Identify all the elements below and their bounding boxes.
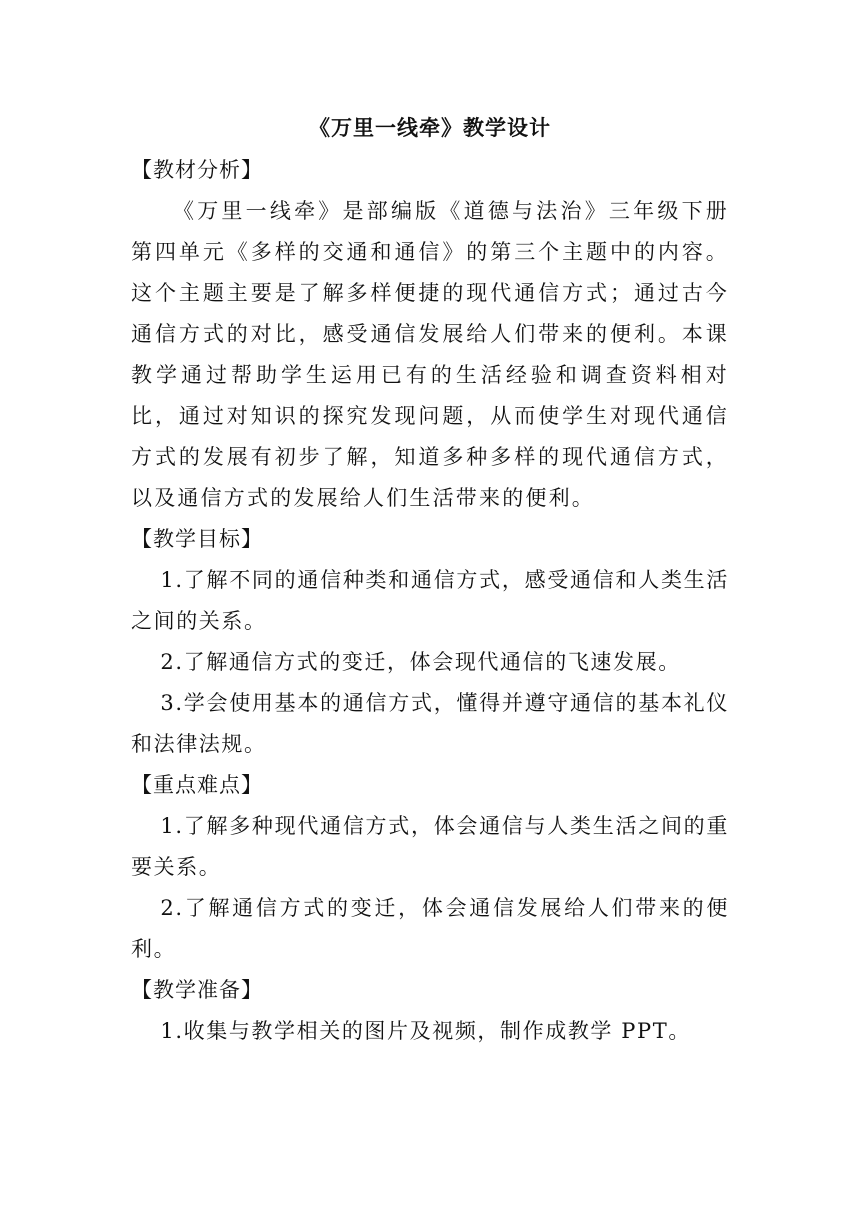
section-heading-preparation: 【教学准备】 [131,978,263,1002]
document-body [131,112,729,1052]
teaching-goal-item: 3.学会使用基本的通信方式，懂得并遵守通信的基本礼仪和法律法规。 [131,691,729,756]
textbook-analysis-paragraph: 《万里一线牵》是部编版《道德与法治》三年级下册第四单元《多样的交通和通信》的第三个主题中的内容。这个主题主要是了解多样便捷的现代通信方式；通过古今通信方式的对比，感受通信发展给人们带来的便利。本课教学通过帮助学生运用已有的生活经验和调查资料相对比，通过对知识的探究发现问题，从而使学生对现代通信方式的发展有初步了解，知道多种多样的现代通信方式，以及通信方式的发展给人们生活带来的便利。 [131,199,729,510]
teaching-goal-item: 1.了解不同的通信种类和通信方式，感受通信和人类生活之间的关系。 [131,568,729,633]
teaching-goal-item: 2.了解通信方式的变迁，体会现代通信的飞速发展。 [160,650,681,674]
section-heading-key-points: 【重点难点】 [131,773,263,797]
key-point-item: 2.了解通信方式的变迁，体会通信发展给人们带来的便利。 [131,896,729,961]
document-title: 《万里一线牵》教学设计 [309,115,551,140]
key-point-item: 1.了解多种现代通信方式，体会通信与人类生活之间的重要关系。 [131,814,729,879]
section-heading-teaching-goals: 【教学目标】 [131,527,263,551]
preparation-item: 1.收集与教学相关的图片及视频，制作成教学 PPT。 [160,1019,691,1043]
section-heading-textbook-analysis: 【教材分析】 [131,158,263,182]
